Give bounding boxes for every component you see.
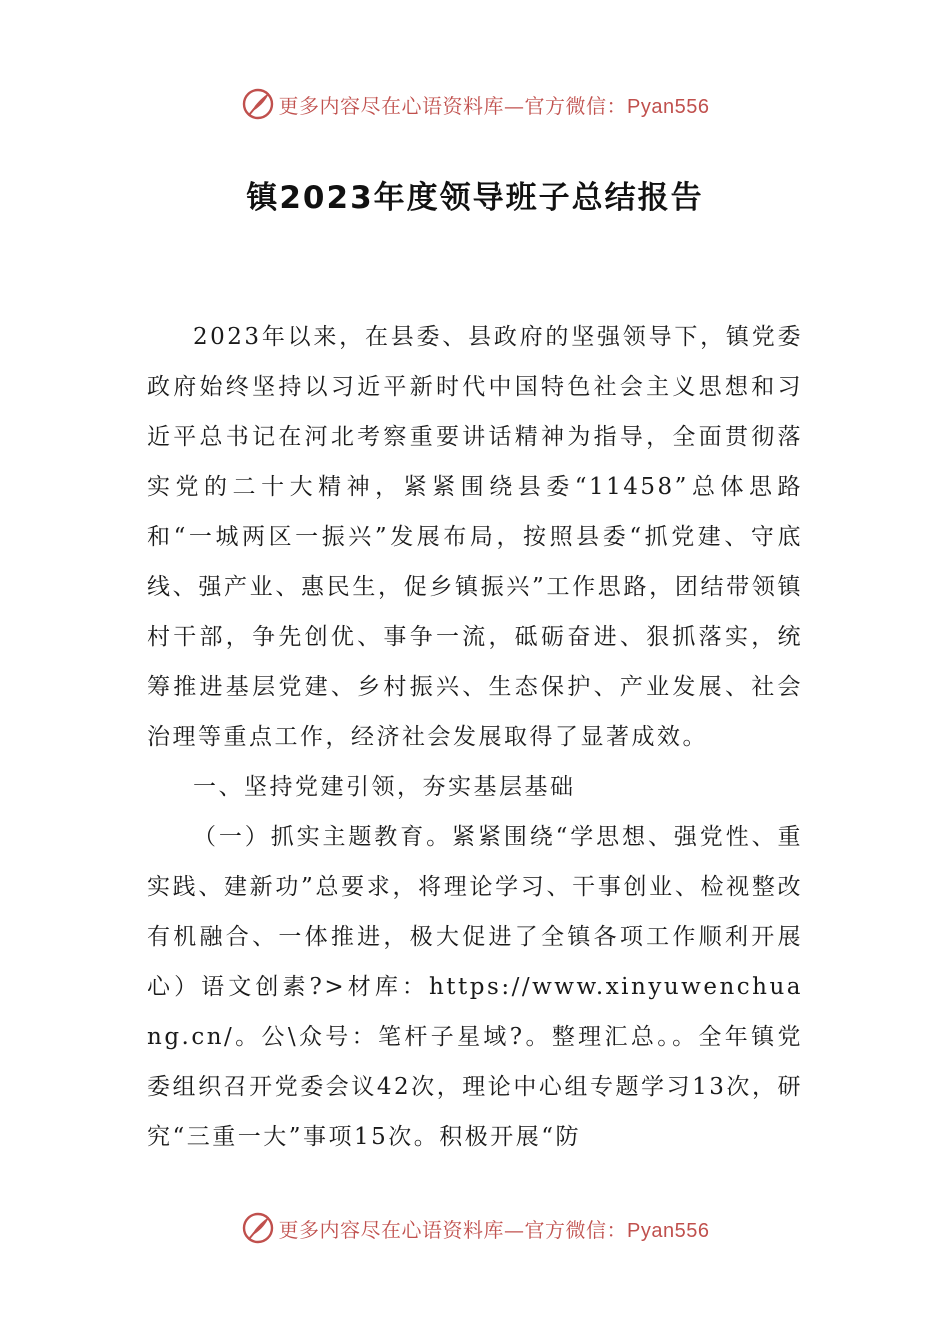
banner-text: 更多内容尽在心语资料库—官方微信：Pyan556 xyxy=(278,1217,710,1242)
paragraph-intro: 2023年以来，在县委、县政府的坚强领导下，镇党委政府始终坚持以习近平新时代中国特色社会主义思想和习近平总书记在河北考察重要讲话精神为指导，全面贯彻落实党的二十大精神，紧紧围绕县委“11458”总体思路和“一城两区一振兴”发展布局，按照县委“抓党建、守底线、强产业、惠民生，促乡镇振兴”工作思路，团结带领镇村干部，争先创优、事争一流，砥砺奋进、狠抓落实，统筹推进基层党建、乡村振兴、生态保护、产业发展、社会治理等重点工作，经济社会发展取得了显著成效。 xyxy=(147,324,803,750)
header-watermark xyxy=(0,84,950,124)
document-body xyxy=(147,312,803,1162)
wechat-id: Pyan556 xyxy=(627,95,710,118)
wechat-id: Pyan556 xyxy=(627,1219,710,1242)
paragraph-subsection-1: （一）抓实主题教育。紧紧围绕“学思想、强党性、重实践、建新功”总要求，将理论学习、干事创业、检视整改有机融合、一体推进，极大促进了全镇各项工作顺利开展心）语文创素?>材库：https://www.xinyuwenchuang.cn/。公\众号：笔杆子星域?。整理汇总。。全年镇党委组织召开党委会议42次，理论中心组专题学习13次，研究“三重一大”事项15次。积极开展“防 xyxy=(147,824,803,1150)
banner-text: 更多内容尽在心语资料库—官方微信：Pyan556 xyxy=(278,93,710,118)
document-title: 镇2023年度领导班子总结报告 xyxy=(246,180,704,216)
footer-watermark xyxy=(0,1208,950,1248)
quill-logo-icon xyxy=(241,1211,275,1245)
section-heading-1: 一、坚持党建引领，夯实基层基础 xyxy=(193,774,576,800)
quill-logo-icon xyxy=(241,87,275,121)
